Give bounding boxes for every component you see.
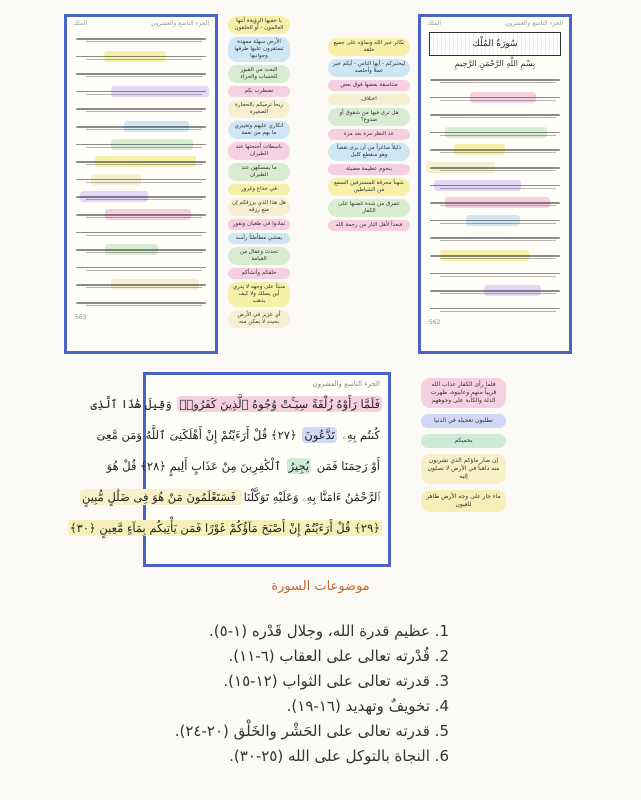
note-item: فلما رأى الكفار عذاب الله قريباً منهم وعاينوه، ظهرت الذلة والكآبة على وجوههم — [421, 378, 506, 408]
mushaf-page-left — [64, 14, 218, 354]
verse-line — [69, 515, 382, 542]
page-header-right: الجزء التاسع والعشرون — [505, 20, 563, 27]
note-item: تمادوا في طغيان ونفور — [228, 219, 290, 230]
note-item: تكاثر خير الله ونماؤه على جميع خلقه — [328, 38, 410, 56]
note-item: خلقكم وأنشأكم — [228, 268, 290, 279]
note-item: اختلاف — [328, 94, 410, 105]
verse-line — [72, 118, 210, 136]
verse-line — [426, 71, 564, 89]
verse-line — [72, 48, 210, 66]
note-item: ليختبركم - أيها الناس - أيكم خير عملاً وأخلصه — [328, 59, 410, 77]
note-item: إن صار ماؤكم الذي تشربون منه ذاهباً في الأرض لا تصلون إليه — [421, 454, 506, 484]
verse-line — [426, 282, 564, 300]
verse-line — [72, 276, 210, 294]
verse-line — [72, 294, 210, 312]
note-item: ما يمسكهن عند الطيران — [228, 163, 290, 181]
page-number: 562 — [429, 319, 441, 327]
topic-item: 3. قدرته تعالى على الثواب (١٢-١٥). — [223, 672, 449, 690]
topics-title: موضوعات السورة — [271, 579, 370, 594]
topic-item: 4. تخويفٌ وتهديد (١٦-١٩). — [286, 697, 449, 715]
verse-segment: ﴿٢٧﴾ قُلْ أَرَءَيْتُمْ إِنْ أَهْلَكَنِىَ ٱللَّهُ وَمَن مَّعِىَ — [96, 428, 301, 442]
note-item: تحدث وعقال من القيامة — [228, 247, 290, 265]
note-item: هل ترى فيها من شقوق أو صدوع؟ — [328, 108, 410, 126]
topic-item: 5. قدرته تعالى على الحَشْر والخَلْق (٢٠-٢٤). — [174, 722, 449, 740]
verse-line — [72, 65, 210, 83]
verse-segment: كُنتُم بِهِۦ — [338, 428, 380, 442]
verse-segment: تَدَّعُونَ — [304, 428, 335, 442]
verse-line — [72, 188, 210, 206]
left-page-notes — [228, 16, 290, 328]
verse-line — [426, 247, 564, 265]
note-item: متناسقة بعضها فوق بعض — [328, 80, 410, 91]
note-item: باسطات أجنحتها عند الطيران — [228, 142, 290, 160]
verse-line — [426, 300, 564, 318]
page-header-right: الجزء التاسع والعشرون — [151, 20, 209, 27]
note-item: عد النظر مرة بعد مرة — [328, 129, 410, 140]
topic-item: 6. النجاة بالتوكل على الله (٢٥-٣٠). — [229, 747, 449, 765]
verse-segment: فَسَتَعْلَمُونَ مَنْ هُوَ فِى ضَلَٰلٍ مُّبِينٍ — [81, 490, 240, 504]
verse-segment: ﴿٢٩﴾ قُلْ أَرَءَيْتُمْ إِنْ أَصْبَحَ مَآؤُكُمْ غَوْرًا فَمَن يَأْتِيكُم بِمَآءٍ مَّعِينٍ ﴿٣٠﴾ — [69, 521, 380, 535]
mushaf-page-right — [418, 14, 572, 354]
note-item: يمشي مطأطئاً رأسه — [228, 233, 290, 244]
verse-line — [96, 422, 382, 449]
verse-line — [426, 141, 564, 159]
verse-line — [72, 83, 210, 101]
verse-line — [72, 153, 210, 171]
verse-line — [81, 484, 382, 511]
note-item: ذليلاً صاغراً من أن يرى نقصاً وهو منقطع كليل — [328, 143, 410, 161]
verse-line — [72, 136, 210, 154]
verse-lines — [421, 71, 569, 317]
note-item: تطلبون تعجيله في الدنيا — [421, 414, 506, 428]
note-item: منبثاً على وجهه لا يدري أين يسلك ولا كيف يذهب — [228, 282, 290, 307]
verse-segment: ٱلْكَٰفِرِينَ مِنْ عَذَابٍ أَلِيمٍ ﴿٢٨﴾ قُلْ هُوَ — [106, 459, 285, 473]
note-item: بنجوم عظيمة مضيئة — [328, 164, 410, 175]
verse-line — [72, 259, 210, 277]
zoomed-page-header: الجزء التاسع والعشرون — [312, 380, 380, 388]
verse-line — [426, 212, 564, 230]
verse-line — [72, 224, 210, 242]
note-item: في خداع وغرور — [228, 184, 290, 195]
verse-line — [426, 159, 564, 177]
note-item: شهباً محرقة للمسترقين السمع من الشياطين — [328, 178, 410, 196]
topic-item: 2. قُدْرته تعالى على العقاب (٦-١١). — [228, 647, 449, 665]
verse-line — [426, 229, 564, 247]
verse-line — [72, 30, 210, 48]
verse-line — [72, 206, 210, 224]
right-page-notes — [328, 38, 410, 231]
verse-line — [106, 453, 382, 480]
note-item: فبعداً لأهل النار من رحمة الله — [328, 220, 410, 231]
note-item: أي عزيز في الأرض بحيث لا يمكن منه — [228, 310, 290, 328]
page-header-left: الملك — [427, 20, 442, 27]
surah-banner: سُورَةُ المُلْك — [429, 32, 561, 56]
verse-segment: ٱلرَّحْمَٰنُ ءَامَنَّا بِهِۦ وَعَلَيْهِ تَوَكَّلْنَا — [243, 490, 380, 504]
basmala: بِسْمِ اللَّهِ الرَّحْمَنِ الرَّحِيمِ — [454, 59, 536, 68]
verse-line — [72, 171, 210, 189]
note-item: انكاري عليهم وتغييري ما بهم من نعمة — [228, 121, 290, 139]
verse-line — [426, 194, 564, 212]
verse-line — [426, 89, 564, 107]
verse-line — [426, 177, 564, 195]
verse-line — [72, 241, 210, 259]
verse-segment: وَقِيلَ هَٰذَا ٱلَّذِى — [90, 397, 176, 411]
page-number: 563 — [75, 313, 87, 321]
page-header-left: الملك — [73, 20, 88, 27]
verse-line — [426, 124, 564, 142]
note-item: يا خفيها الرؤيةة أنتها العالمون - أو الخلقون — [228, 16, 290, 34]
verse-segment: فَلَمَّا رَأَوْهُ زُلْفَةً سِيٓـَٔتْ وُجُوهُ ٱلَّذِينَ كَفَرُوا۟ — [179, 397, 380, 411]
verse-line — [426, 265, 564, 283]
verse-line — [90, 391, 382, 418]
note-item: يحميكم — [421, 434, 506, 448]
note-item: ريحاً ترميكم بالحجارة الصغيرة — [228, 100, 290, 118]
note-item: البعث من القبور للحساب والجزاء — [228, 65, 290, 83]
note-item: ماء جار على وجه الأرض ظاهر للعيون — [421, 490, 506, 512]
verse-line — [426, 106, 564, 124]
verse-line — [72, 100, 210, 118]
note-item: تتمزق من شدة غضبها على الكفار — [328, 199, 410, 217]
verse-lines — [67, 30, 215, 312]
note-item: الأرض سهلة ممهدة تستقرون عليها طرقها وجوانبها — [228, 37, 290, 62]
note-item: هل هذا الذي يرزقكم إن منع رزقه — [228, 198, 290, 216]
zoomed-page-notes — [421, 378, 506, 512]
verse-segment: أَوْ رَحِمَنَا فَمَن — [313, 459, 380, 473]
verse-segment: يُجِيرُ — [288, 459, 310, 473]
zoomed-verses-page — [69, 372, 391, 567]
note-item: تضطرب بكم — [228, 86, 290, 97]
zoomed-verse-lines — [69, 391, 382, 542]
topic-item: 1. عظيم قدرة الله، وجلال قَدْره (١-٥). — [209, 622, 449, 640]
